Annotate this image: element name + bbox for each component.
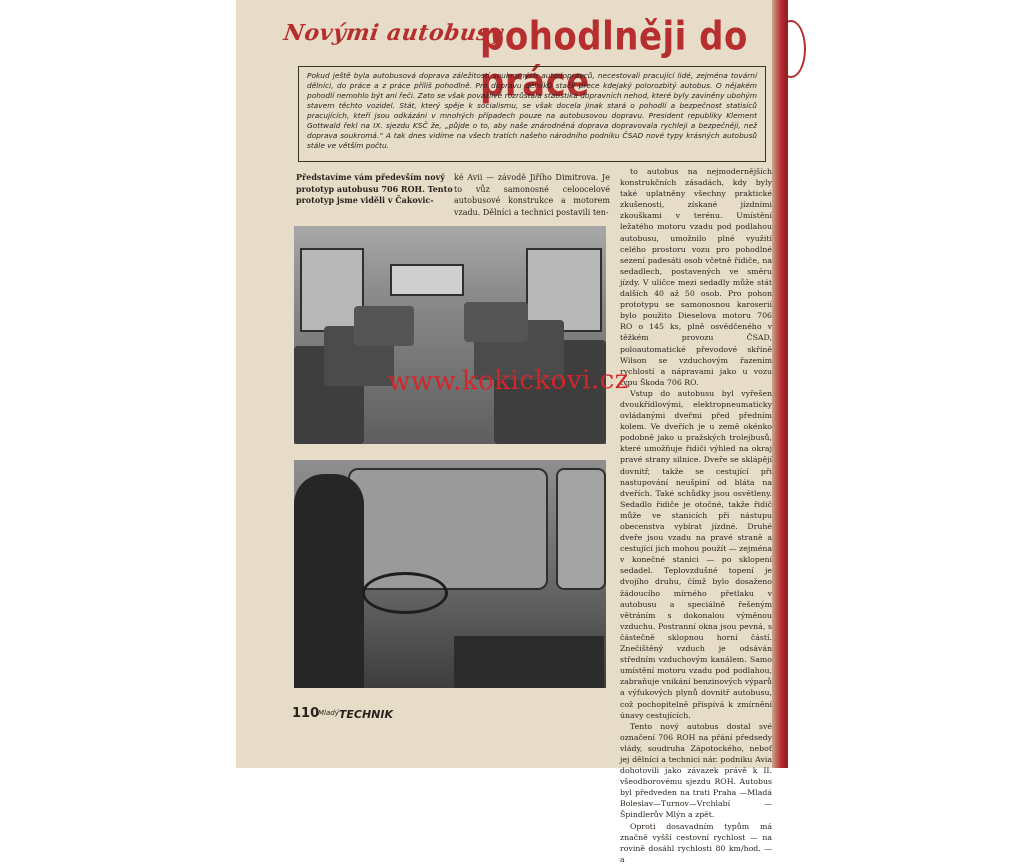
paragraph: to autobus na nejmodernějších konstrukčních zásadách, kdy byly také uplatněny všechny praktické zkušenosti, získané jízdními zkouškami v terénu. Umístění ležatého motoru vzadu pod podlahou autobusu, umožnilo plné využití celého prostoru vozu pro pohodlné sezení padesáti osob včetně řidiče, na sedadlech, postavených ve směru jízdy. V uličce mezi sedadly může stát dalších 40 až 50 osob. Pro pohon prototypu se samonosnou karoserií bylo použito Dieselova motoru 706 RO o 145 ks, plně osvědčeného v těžkém provozu ČSAD, poloautomatické převodové skříně Wilson se vzduchovým řazením rychlostí a nápravami jako u vozu typu Škoda 706 RO. — [620, 167, 772, 387]
seat — [464, 302, 528, 342]
article-title — [282, 14, 784, 106]
watermark: www.kokickovi.cz — [387, 364, 630, 398]
rear-window — [390, 264, 464, 296]
paragraph: Tento nový autobus dostal své označení 706 ROH na přání předsedy vlády, soudruha Zápotockého, neboť jej dělníci a technici nár. podniku Avia dohotovili jako závazek právě k II. všeodborovému sjezdu ROH. Autobus byl předveden na trati Praha —Mladá Boleslav—Turnov—Vrchlabí —Špindlerův Mlýn a zpět. — [620, 721, 772, 820]
steering-wheel — [362, 572, 448, 614]
intro-box: Pokud ještě byla autobusová doprava záležitostí soukromých autodopravců, necestovali pracující lidé, zejména tovární dělníci, do práce a z práce příliš pohodlně. Pro dopravu dělníků stačil přece kdejaký polorozbitý autobus. O nějakém pohodlí nemohlo být ani řeči. Zato se však považlivě rozrůstala statistika dopravních nehod, které byly zaviněny ubohým stavem těchto vozidel. Stát, který spěje k socialismu, se však docela jinak stará o pohodlí a bezpečnost statisíců pracujících, kteří jsou odkázáni v mnohých případech pouze na autobusovou dopravu. President republiky Klement Gottwald řekl na IX. sjezdu KSČ že, „půjde o to, aby naše znárodněná doprava dopravovala rychleji a bezpečněji, než doprava soukromá.“ A tak dnes vidíme na všech tratích našeho národního podniku ČSAD nové typy krásných autobusů stále ve větším počtu. — [298, 66, 766, 162]
title-script: Novými autobusy — [282, 20, 505, 46]
title-main: pohodlněji do práce — [480, 14, 748, 106]
engine-cover — [454, 636, 604, 688]
magazine-logo-name: TECHNIK — [338, 708, 393, 721]
lead-paragraph: Představíme vám především nový prototyp autobusu 706 ROH. Tento prototyp jsme viděli v Čakovic- — [296, 172, 453, 205]
paragraph: Vstup do autobusu byl vyřešen dvoukřídlovými, elektropneumaticky ovládanými dveřmi před předním kolem. Ve dveřích je u země okénko podobně jako u pražských trolejbusů, které umožňuje řidiči výhled na okraj pravé strany silnice. Dveře se sklápějí dovnitř, takže se cestující při nastupování neušpiní od bláta na dveřích. Také schůdky jsou osvětleny. Sedadlo řidiče je otočné, takže řidič může ve stanicích při nástupu obecenstva vybírat jízdné. Druhé dveře jsou vzadu na pravé straně a cestující jich mohou použít — zejména v konečné stanici — po sklopení sedadel. Teplovzdušné topení je dvojího druhu, čímž bylo dosaženo žádoucího mírného přetlaku v autobusu a speciálně řešeným větráním s dokonalou výměnou vzduchu. Postranní okna jsou pevná, s částečně sklopnou horní částí. Znečištěný vzduch je odsáván středním vzduchovým kanálem. Samo umístění motoru vzadu pod podlahou, zabraňuje vnikání benzinových výparů a výfukových plynů dovnitř autobusu, což pochopitelně přispívá k zmírnění únavy cestujících. — [620, 388, 772, 720]
page-number: 110 — [292, 706, 320, 721]
bus-interior-photo — [294, 226, 606, 444]
column-three-text — [620, 166, 772, 864]
driver-figure — [294, 474, 364, 688]
magazine-page — [236, 0, 788, 864]
magazine-logo-prefix: Mladý — [318, 709, 339, 717]
magazine-logo — [318, 708, 393, 721]
windshield — [348, 468, 548, 590]
driver-cabin-photo — [294, 460, 606, 688]
column-two-text: ké Avii — závodě Jiřího Dimitrova. Je to vůz samonosné celoocelové autobusové konstrukce a motorem vzadu. Dělníci a technici postavili ten- — [454, 173, 610, 217]
side-window — [556, 468, 606, 590]
paragraph: Oproti dosavadním typům má značně vyšší cestovní rychlost — na rovině dosáhl rychlosti 80 km/hod. — a — [620, 821, 772, 864]
binding-spine — [772, 0, 788, 768]
seat — [354, 306, 414, 346]
